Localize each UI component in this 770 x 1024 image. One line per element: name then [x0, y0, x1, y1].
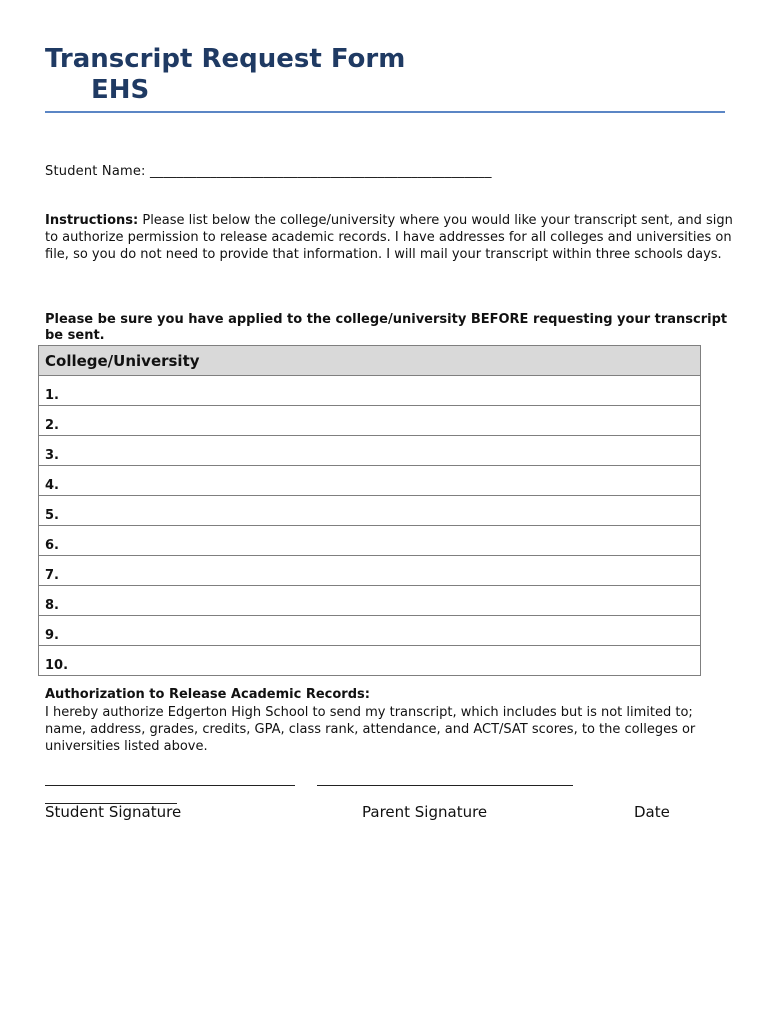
college-row-cell[interactable]: 2. — [39, 406, 701, 436]
table-row[interactable] — [39, 616, 701, 646]
instructions-paragraph — [45, 212, 735, 263]
instructions-label: Instructions: — [45, 213, 139, 228]
parent-signature-line[interactable] — [317, 785, 573, 786]
college-row-cell[interactable]: 5. — [39, 496, 701, 526]
title-divider — [45, 111, 725, 113]
parent-signature-label: Parent Signature — [362, 803, 488, 821]
table-header-row — [39, 346, 701, 376]
table-row[interactable] — [39, 466, 701, 496]
student-name-field[interactable]: Student Name: ___________________________________________________ — [45, 164, 492, 179]
table-row[interactable] — [39, 646, 701, 676]
student-signature-label: Student Signature — [45, 803, 182, 821]
table-row[interactable] — [39, 376, 701, 406]
college-column-header: College/University — [39, 346, 701, 376]
college-row-cell[interactable]: 4. — [39, 466, 701, 496]
table-row[interactable] — [39, 526, 701, 556]
table-row[interactable] — [39, 436, 701, 466]
form-title-school: EHS — [91, 75, 150, 105]
instructions-text: Please list below the college/university where you would like your transcript sent, and sign to authorize permission to release academic records. I have addresses for all colleges and universities on file, so you do not need to provide that information. I will mail your transcript within three schools days. — [45, 213, 733, 262]
college-row-cell[interactable]: 3. — [39, 436, 701, 466]
form-title — [45, 44, 405, 106]
table-row[interactable] — [39, 496, 701, 526]
table-row[interactable] — [39, 556, 701, 586]
college-row-cell[interactable]: 9. — [39, 616, 701, 646]
college-row-cell[interactable]: 7. — [39, 556, 701, 586]
table-row[interactable] — [39, 586, 701, 616]
date-label: Date — [634, 803, 670, 821]
table-row[interactable] — [39, 406, 701, 436]
student-signature-line[interactable] — [45, 785, 295, 786]
college-row-cell[interactable]: 1. — [39, 376, 701, 406]
authorization-heading: Authorization to Release Academic Records: — [45, 687, 370, 702]
college-row-cell[interactable]: 10. — [39, 646, 701, 676]
apply-first-warning: Please be sure you have applied to the college/university BEFORE requesting your transcript be sent. — [45, 312, 728, 343]
authorization-text: I hereby authorize Edgerton High School to send my transcript, which includes but is not limited to; name, address, grades, credits, GPA, class rank, attendance, and ACT/SAT scores, to the colleges or universities listed above. — [45, 705, 696, 754]
form-title-main: Transcript Request Form — [45, 44, 406, 74]
college-row-cell[interactable]: 6. — [39, 526, 701, 556]
college-list-table — [38, 345, 701, 676]
college-row-cell[interactable]: 8. — [39, 586, 701, 616]
